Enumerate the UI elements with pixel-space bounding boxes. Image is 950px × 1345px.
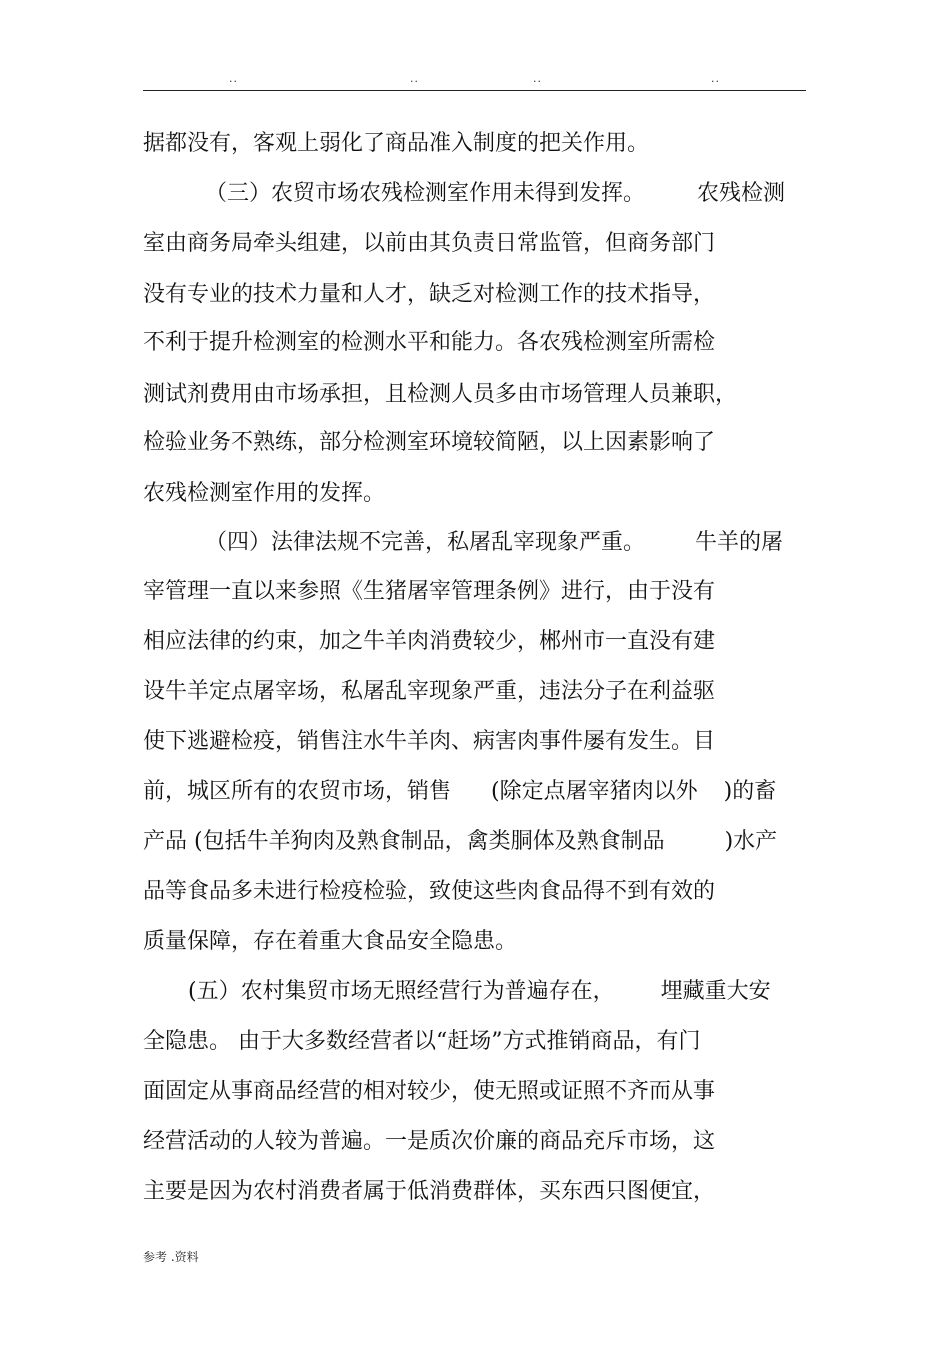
text-segment: (除定点屠宰猪肉以外 — [491, 779, 698, 804]
header-mark: .. — [229, 72, 238, 85]
text-line: 经营活动的人较为普遍。一是质次价廉的商品充斥市场，这 — [143, 1129, 716, 1154]
text-line: 没有专业的技术力量和人才，缺乏对检测工作的技术指导， — [143, 282, 716, 307]
text-line: 品等食品多未进行检疫检验，致使这些肉食品得不到有效的 — [143, 879, 716, 904]
heading-text: （三）农贸市场农残检测室作用未得到发挥。 — [205, 181, 646, 206]
heading-text: （四）法律法规不完善，私屠乱宰现象严重。 — [205, 530, 646, 555]
text-line — [143, 777, 776, 807]
text-segment: 产品 (包括牛羊狗肉及熟食制品，禽类胴体及熟食制品 — [143, 829, 665, 854]
header-marks — [0, 72, 950, 86]
text-segment: 前，城区所有的农贸市场，销售 — [143, 779, 452, 804]
text-line: 使下逃避检疫，销售注水牛羊肉、病害肉事件屡有发生。目 — [143, 729, 716, 754]
header-mark: .. — [410, 72, 419, 85]
header-rule — [143, 90, 806, 91]
heading-continuation: 埋藏重大安 — [660, 979, 771, 1004]
section-heading-4 — [205, 528, 783, 558]
heading-text: (五）农村集贸市场无照经营行为普遍存在， — [188, 979, 615, 1004]
header-mark: .. — [533, 72, 542, 85]
text-line: 室由商务局牵头组建，以前由其负责日常监管，但商务部门 — [143, 231, 716, 256]
text-line: 不利于提升检测室的检测水平和能力。各农残检测室所需检 — [143, 330, 716, 355]
header-mark: .. — [711, 72, 720, 85]
text-line: 面固定从事商品经营的相对较少，使无照或证照不齐而从事 — [143, 1079, 716, 1104]
text-line: 主要是因为农村消费者属于低消费群体，买东西只图便宜， — [143, 1179, 716, 1204]
text-segment: )水产 — [724, 829, 778, 854]
text-line — [143, 827, 777, 857]
heading-continuation: 农残检测 — [697, 181, 786, 206]
text-line: 全隐患。 由于大多数经营者以“赶场”方式推销商品，有门 — [143, 1029, 701, 1054]
text-line: 相应法律的约束，加之牛羊肉消费较少，郴州市一直没有建 — [143, 629, 716, 654]
text-line: 宰管理一直以来参照《生猪屠宰管理条例》进行，由于没有 — [143, 579, 716, 604]
section-heading-3 — [205, 179, 785, 209]
text-line: 测试剂费用由市场承担，且检测人员多由市场管理人员兼职， — [143, 382, 738, 407]
text-line: 质量保障，存在着重大食品安全隐患。 — [143, 929, 518, 954]
text-line: 设牛羊定点屠宰场，私屠乱宰现象严重，违法分子在利益驱 — [143, 679, 716, 704]
text-segment: )的畜 — [723, 779, 777, 804]
text-line: 据都没有，客观上弱化了商品准入制度的把关作用。 — [143, 131, 650, 156]
text-line: 检验业务不熟练，部分检测室环境较简陋，以上因素影响了 — [143, 430, 716, 455]
text-line: 农残检测室作用的发挥。 — [143, 481, 386, 506]
section-heading-5 — [188, 977, 771, 1007]
footer-label: 参考 .资料 — [143, 1250, 199, 1264]
heading-continuation: 牛羊的屠 — [695, 530, 784, 555]
